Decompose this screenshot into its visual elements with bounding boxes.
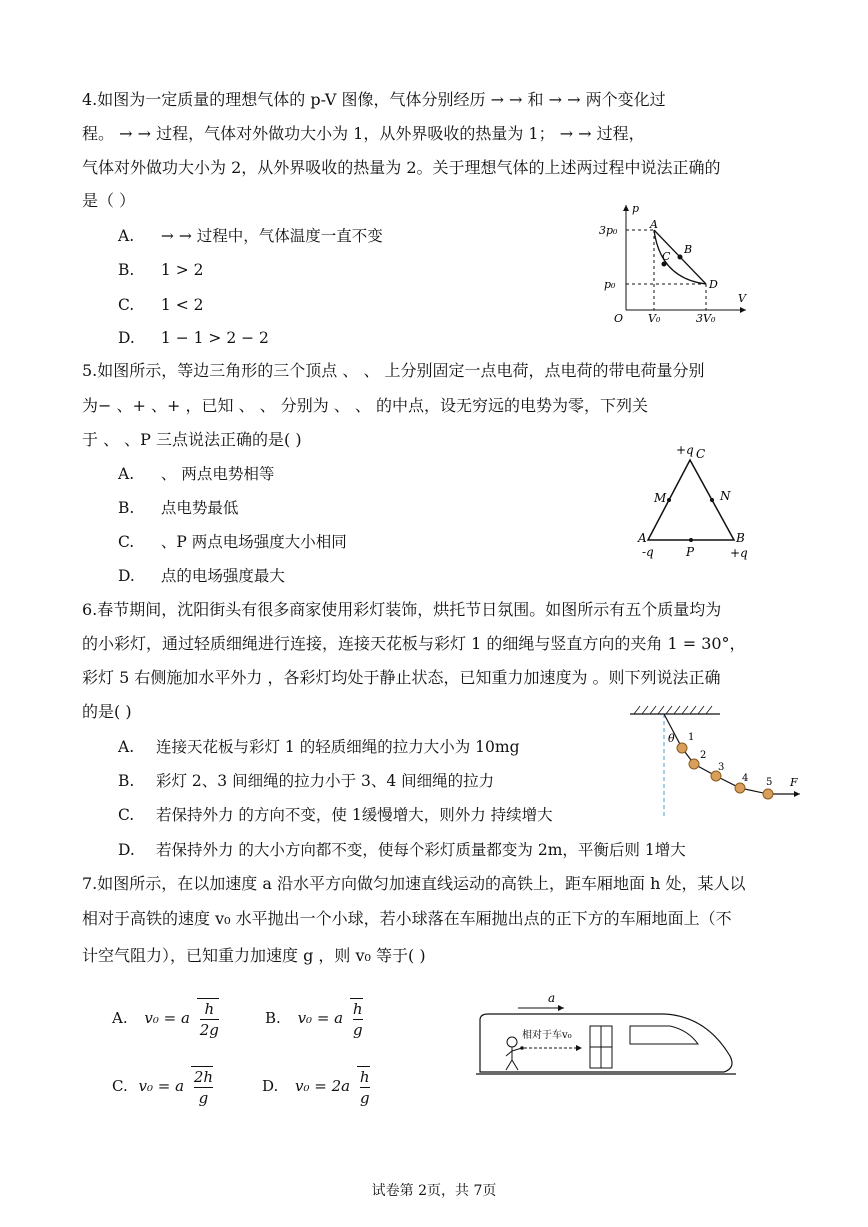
q7-line-3: 计空气阻力），已知重力加速度 g ，则 v₀ 等于( ) — [82, 946, 426, 965]
midpoint-m: M — [654, 491, 667, 505]
option-lhs: v₀ = a — [144, 1009, 190, 1027]
theta-label: θ — [668, 732, 675, 745]
q4-line-2: 程。 → → 过程，气体对外做功大小为 1，从外界吸收的热量为 1； → → 过程， — [82, 124, 645, 143]
option-lhs: v₀ = 2a — [295, 1077, 351, 1095]
accel-label: a — [548, 991, 556, 1005]
option-text: 彩灯 2、3 间细绳的拉力小于 3、4 间细绳的拉力 — [156, 772, 495, 790]
lamp-2: 2 — [700, 750, 707, 761]
pv-diagram — [596, 200, 756, 325]
option-numerator: 2h — [193, 1068, 214, 1086]
page-footer: 试卷第 2页，共 7页 — [371, 1183, 497, 1199]
option-label: D. — [262, 1077, 279, 1095]
q6-line-2: 的小彩灯，通过轻质细绳进行连接，连接天花板与彩灯 1 的细绳与竖直方向的夹角 1 = 30°， — [82, 634, 746, 653]
q5-line-3: 于 、 、P 三点说法正确的是( ) — [82, 430, 302, 449]
q4-line-4: 是（ ） — [82, 191, 136, 210]
option-text: 1 − 1 > 2 − 2 — [156, 329, 269, 347]
option-label: A. — [118, 738, 135, 756]
q4-option-d[interactable] — [118, 328, 269, 348]
origin-label: O — [614, 312, 624, 325]
lantern-diagram — [628, 702, 810, 820]
v-tick-v0: V₀ — [648, 312, 661, 325]
q4-option-b[interactable] — [118, 260, 204, 280]
q6-option-c[interactable] — [118, 805, 553, 825]
option-text: 若保持外力 的大小方向都不变，使每个彩灯质量都变为 2m，平衡后则 1增大 — [156, 841, 686, 859]
vertex-b: B — [736, 531, 745, 545]
option-text: 若保持外力 的方向不变，使 1缓慢增大，则外力 持续增大 — [156, 806, 553, 824]
lamp-5: 5 — [766, 777, 773, 788]
q4-option-c[interactable] — [118, 295, 204, 315]
option-label: A. — [118, 465, 135, 483]
lamp-3: 3 — [718, 762, 725, 773]
point-a: A — [650, 218, 658, 231]
lamp-4: 4 — [742, 773, 749, 784]
p-tick-p0: p₀ — [604, 278, 616, 291]
q6-option-d[interactable] — [118, 840, 686, 860]
option-numerator: h — [200, 999, 219, 1020]
option-denominator: g — [352, 1021, 363, 1039]
option-text: 1 > 2 — [156, 261, 204, 279]
q7-line-1: 7.如图所示，在以加速度 a 沿水平方向做匀加速直线运动的高铁上，距车厢地面 h 处，某人以 — [82, 874, 746, 893]
option-numerator: h — [359, 1068, 370, 1086]
q5-line-1: 5.如图所示，等边三角形的三个顶点 、 、 上分别固定一点电荷，点电荷的带电荷量分别 — [82, 361, 705, 380]
velocity-label: 相对于车v₀ — [522, 1030, 572, 1041]
lamp-1: 1 — [688, 732, 695, 743]
option-label: B. — [118, 261, 135, 279]
q5-option-c[interactable] — [118, 532, 347, 552]
option-lhs: v₀ = a — [297, 1009, 344, 1027]
option-label: D. — [118, 841, 135, 859]
option-label: A. — [112, 1009, 128, 1027]
q5-option-d[interactable] — [118, 566, 285, 586]
option-label: D. — [118, 567, 135, 585]
midpoint-n: N — [720, 489, 731, 503]
charge-b: +q — [730, 546, 748, 560]
option-denominator: g — [359, 1089, 370, 1107]
q6-option-a[interactable] — [118, 737, 520, 757]
q5-option-b[interactable] — [118, 498, 238, 518]
point-d: D — [709, 278, 718, 291]
option-text: 点的电场强度最大 — [156, 567, 285, 585]
option-label: C. — [118, 296, 135, 314]
option-lhs: v₀ = a — [138, 1077, 185, 1095]
option-denominator: 2g — [199, 1021, 219, 1039]
q7-line-2: 相对于高铁的速度 v₀ 水平抛出一个小球，若小球落在车厢抛出点的正下方的车厢地面上（不 — [82, 909, 732, 928]
option-text: → → 过程中，气体温度一直不变 — [156, 227, 383, 245]
q6-line-1: 6.春节期间，沈阳街头有很多商家使用彩灯装饰，烘托节日氛围。如图所示有五个质量均为 — [82, 600, 722, 619]
option-label: C. — [112, 1077, 128, 1095]
q5-line-2: 为− 、+ 、+ ，已知 、 、 分别为 、 、 的中点，设无穷远的电势为零，下列关 — [82, 396, 648, 415]
q6-option-b[interactable] — [118, 771, 494, 791]
option-label: C. — [118, 806, 135, 824]
q6-line-4: 的是( ) — [82, 702, 132, 721]
q4-option-a[interactable] — [118, 226, 383, 246]
force-label: F — [790, 776, 798, 789]
charge-c: +q — [676, 443, 694, 457]
point-b: B — [684, 243, 693, 256]
train-diagram — [474, 986, 744, 1082]
option-text: 、 两点电势相等 — [156, 465, 275, 483]
q4-line-3: 气体对外做功大小为 2，从外界吸收的热量为 2。关于理想气体的上述两过程中说法正确的 — [82, 158, 721, 177]
charge-a: -q — [642, 545, 654, 559]
v-axis-label: V — [738, 292, 746, 305]
option-text: 、P 两点电场强度大小相同 — [156, 533, 347, 551]
point-c: C — [662, 250, 671, 263]
q7-option-b[interactable] — [265, 998, 363, 1040]
option-text: 1 < 2 — [156, 296, 204, 314]
q7-option-c[interactable] — [112, 1066, 213, 1108]
option-label: A. — [118, 227, 135, 245]
triangle-diagram — [636, 440, 756, 565]
option-text: 点电势最低 — [156, 499, 239, 517]
vertex-c: C — [696, 447, 706, 461]
option-label: B. — [118, 772, 135, 790]
option-label: C. — [118, 533, 135, 551]
q5-option-a[interactable] — [118, 464, 274, 484]
option-text: 连接天花板与彩灯 1 的轻质细绳的拉力大小为 10mg — [156, 738, 520, 756]
option-denominator: g — [198, 1089, 209, 1107]
q7-option-d[interactable] — [262, 1066, 370, 1108]
p-tick-3p0: 3p₀ — [599, 224, 618, 237]
midpoint-p: P — [686, 545, 695, 559]
v-tick-3v0: 3V₀ — [696, 312, 716, 325]
q7-option-a[interactable] — [112, 998, 219, 1040]
p-axis-label: p — [632, 202, 640, 215]
q6-line-3: 彩灯 5 右侧施加水平外力 ，各彩灯均处于静止状态，已知重力加速度为 。则下列说法正确 — [82, 668, 721, 687]
option-label: B. — [265, 1009, 281, 1027]
vertex-a: A — [638, 531, 647, 545]
option-label: D. — [118, 329, 135, 347]
q4-line-1: 4.如图为一定质量的理想气体的 p-V 图像，气体分别经历 → → 和 → → 两个变化过 — [82, 90, 666, 109]
option-numerator: h — [352, 1000, 363, 1018]
option-label: B. — [118, 499, 135, 517]
